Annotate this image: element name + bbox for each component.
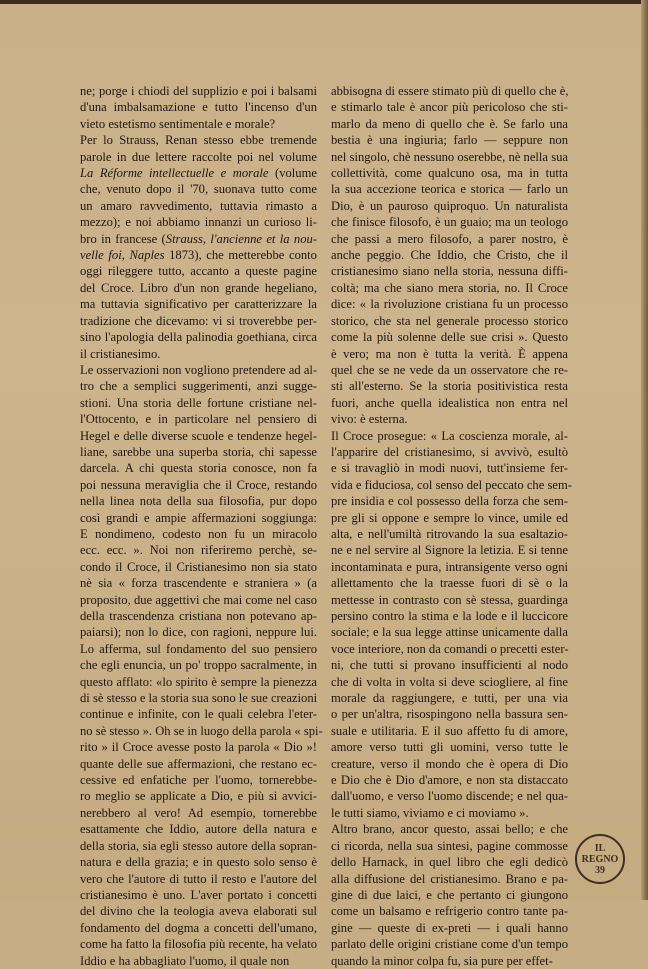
text-line: pre gli si oppone e sempre lo vince, umile ed — [331, 510, 568, 525]
text-line: sociale; e la sua legge attinse unicamente dalla — [331, 625, 568, 640]
text-line: stioni. Una storia delle fortune cristiane nel- — [80, 395, 317, 410]
text-line: collettività, come qualcuno osa, ma in tutta — [331, 166, 568, 181]
text-line: poi nessuna meraviglia che il Croce, restando — [80, 477, 317, 492]
text-line: Le osservazioni non vogliono pretendere ad al- — [80, 362, 318, 377]
text-segment: (volume — [268, 166, 317, 181]
text-line: ecc. ecc. ». Noi non riferiremo perchè, se- — [80, 543, 317, 558]
text-line: cristianesimo è uno. L'aver portato i concetti — [80, 887, 317, 902]
text-line: esattamente che Iddio, autore della natura e — [80, 822, 317, 837]
text-line: e si travagliò in modi nuovi, tutt'insieme fer- — [331, 461, 568, 476]
text-line: come la più solenne delle sue crisi ». Questo — [331, 330, 568, 345]
italic-title: Strauss, l'ancienne et la nou- — [165, 231, 318, 246]
text-line: della storia, sia egli stesso autore della sopran- — [80, 838, 317, 853]
left-text-column — [80, 83, 323, 969]
text-line: come un balsamo e refrigerio contro tante pa- — [331, 904, 568, 919]
text-line: Hegel e delle diverse scuole e tendenze hegel- — [80, 428, 317, 443]
text-line: Lo afferma, sul fondamento del suo pensiero — [80, 641, 317, 656]
text-line: tro che a semplici suggerimenti, anzi sugge- — [80, 379, 317, 394]
text-line: continue e infinite, con le quali celebra l'eter- — [80, 707, 317, 722]
text-line: che di volta in volta si deve sciogliere, al fine — [331, 674, 568, 689]
text-line: nella linea nota della sua filosofia, pur dopo — [80, 494, 317, 509]
text-line: bestia è una ingiuria; farlo — seppure non — [331, 133, 568, 148]
text-line: anche peggio. Che Iddio, che Cristo, che il — [331, 248, 568, 263]
text-line: nerebbero al vero! Ad esempio, tornerebbe — [80, 805, 317, 820]
text-line: gine di due laici, e che pertanto ci giungono — [331, 887, 568, 902]
text-line: Iddio e ha abbagliato l'uomo, il quale non — [80, 953, 290, 968]
text-line: gine — queste di ex-preti — i quali hanno — [331, 920, 568, 935]
text-line: un amaro ravvedimento, tuttavia rimasto a — [80, 198, 317, 213]
text-line: vivo: è esterna. — [331, 412, 408, 427]
text-line: ne e nel servire al Signore la letizia. E si tenne — [331, 543, 568, 558]
text-line: condo il Croce, il Cristianesimo non sia stato — [80, 559, 317, 574]
page-right-edge — [641, 0, 648, 900]
text-line: darcela. A chi questa storia conosce, non fa — [80, 461, 317, 476]
text-line: ma tuttavia significativo per caratterizzare la — [80, 297, 317, 312]
text-line — [80, 231, 317, 247]
text-line: fondamento del dogma a concetti dell'umano, — [80, 920, 317, 935]
text-line: è vero; ma non è tutta la verità. È appena — [331, 346, 568, 361]
text-line: mezzo); e noi abbiamo innanzi un curioso li- — [80, 215, 317, 230]
text-line: che passi a mero filosofo, a parer nostro, è — [331, 231, 568, 246]
italic-title: velle foi, Naples — [80, 248, 165, 263]
text-segment: bro in francese ( — [80, 231, 166, 246]
text-line: natura e della grazia; e in questo solo senso è — [80, 855, 317, 870]
text-line: dello Harnack, in quel libro che egli dedicò — [331, 855, 568, 870]
text-line: che egli enuncia, un po' troppo sacralmente, in — [80, 658, 317, 673]
text-line: cristianesimo siano nella storia, nessuna diffi- — [331, 264, 568, 279]
text-line: nel singolo, chè nessuno oserebbe, nè nella sua — [331, 149, 568, 164]
text-line: storico, che sta nel generale processo storico — [331, 313, 568, 328]
text-line: come ha fatto la filosofia più recente, ha velato — [80, 937, 317, 952]
text-line: d'una imbalsamazione e tutto l'incenso d'un — [80, 100, 317, 115]
text-line: allettamento che la traesse fuori di sè o la — [331, 576, 568, 591]
text-segment: 1873), che metterebbe conto — [164, 248, 317, 263]
text-line: oggi rileggere tutto, accanto a queste pagine — [80, 264, 317, 279]
text-line: alla diffusione del cristianesimo. Brano e pa- — [331, 871, 568, 886]
text-line: la sua accezione teorica e storica — farlo un — [331, 182, 568, 197]
text-line — [80, 247, 317, 263]
text-line: vieto estetismo sentimentale e morale? — [80, 116, 276, 131]
text-line: persino contro la stima e la lode e il luccicore — [331, 609, 568, 623]
text-line: e stimarlo tale è ancor più pericoloso che sti- — [331, 100, 568, 115]
text-line: nè sia « forza trascendente e straniera » (a — [80, 576, 317, 591]
text-line: quando la minor colpa fu, sia pure per effet- — [331, 953, 553, 968]
text-line: coltà; ma che siano mera storia, no. Il Croce — [331, 280, 568, 295]
text-line: o per un'altra, risospingono nella bassura sen- — [331, 707, 568, 722]
text-line: liane, sarebbe una superba storia, chi sapesse — [80, 444, 317, 459]
text-line: del divino che la teologia aveva elaborati sul — [80, 904, 317, 919]
text-line: sti all'esterno. Se la storia positivistica resta — [331, 379, 568, 394]
text-line: voce interiore, non da comandi o precetti ester- — [331, 641, 569, 656]
stamp-line-il: IL — [594, 842, 606, 854]
text-line: dice: « la rivoluzione cristiana fu un processo — [331, 297, 568, 312]
text-line: Il Croce prosegue: « La coscienza morale, al- — [331, 428, 568, 443]
text-line: Per lo Strauss, Renan stesso ebbe tremende — [80, 133, 317, 148]
text-line: ni, che tutti si provano insufficienti al nodo — [331, 658, 568, 673]
text-line: creature, verso il mondo che è opera di Dio — [331, 756, 568, 771]
text-line: paiarsi); non lo dice, con ragioni, neppure lui. — [80, 625, 317, 640]
text-line: del Croce. Libro d'un non grande hegeliano, — [80, 280, 317, 295]
text-line: che finisce filosofo, è un guaio; ma un teologo — [331, 215, 568, 230]
italic-title: La Réforme intellectuelle e morale — [80, 166, 269, 181]
text-line: amore verso tutti gli uomini, verso tutte le — [331, 740, 568, 755]
text-line: suale e utilitaria. E il suo affetto fu di amore, — [331, 723, 568, 738]
text-line: rito » il Croce avesse posto la parola « Dio »! — [80, 740, 317, 755]
text-line: E nondimeno, codesto non fu un miracolo — [80, 526, 317, 541]
text-line: le tutti siamo, viviamo e ci moviamo ». — [331, 805, 529, 820]
text-line: vero che l'autore di tutto il resto e l'autore del — [80, 871, 317, 886]
text-line: dall'uomo, e verso l'uomo discende; e nel qua- — [331, 789, 568, 804]
text-line: della trascendenza cristiana non potevano ap- — [80, 609, 317, 623]
right-text-column — [331, 83, 572, 969]
text-line: no sè stesso ». Oh se in luogo della parola « spi- — [80, 723, 323, 738]
text-line: alta, e nell'umiltà ritrovando la sua esaltazio- — [331, 526, 568, 541]
text-line: quante delle sue affermazioni, che restano ec- — [80, 756, 317, 771]
text-line: quel che se ne vede da un osservatore che re- — [331, 362, 568, 377]
text-line: questo afflato: «lo spirito è sempre la pienezza — [80, 674, 317, 689]
text-line: abbisogna di essere stimato più di quello che è, — [331, 84, 569, 98]
text-line: pre insidia e col possesso della forza che sem- — [331, 494, 568, 509]
text-line: che, venuto dopo il '70, suonava tutto come — [80, 182, 317, 197]
text-line: ci ricorda, nella sua sintesi, pagine commosse — [331, 838, 568, 853]
page-number: 39 — [595, 864, 605, 876]
text-line: fuori, anche quella idealistica non entra nel — [331, 395, 568, 410]
text-line: il cristianesimo. — [80, 346, 161, 361]
text-line: sino l'apologia della palinodia goethiana, circa — [80, 330, 317, 345]
text-line: parlato delle origini cristiane come d'un tempo — [331, 937, 568, 952]
text-line: vida e fiduciosa, col senso del peccato che sem- — [331, 477, 572, 492]
text-line: di sè stesso e la storia sua sono le sue creazioni — [80, 691, 318, 706]
text-line: marlo da meno di quello che è. Se farlo una — [331, 116, 568, 131]
text-line: Altro brano, ancor questo, assai bello; e che — [331, 822, 568, 837]
text-line: tradizione che dicevamo: vi si troverebbe per- — [80, 313, 317, 328]
text-line: ne; porge i chiodi del supplizio e poi i balsami — [80, 84, 317, 98]
text-line: proposito, due aggettivi che mai come nel caso — [80, 592, 317, 607]
publication-stamp — [575, 834, 625, 884]
text-line: incontaminata e pura, intransigente verso ogni — [331, 559, 568, 574]
stamp-line-regno: REGNO — [581, 853, 619, 865]
text-line: così grandi e ampie affermazioni soggiunga: — [80, 510, 317, 525]
text-line: mettesse in contrasto con sè stessa, guardinga — [331, 592, 568, 607]
text-line: Dio, è un pauroso quiproquo. Un naturalista — [331, 198, 568, 213]
text-line: l'Ottocento, e in particolare nel pensiero di — [80, 412, 317, 427]
page-top-edge — [0, 0, 648, 4]
text-line — [80, 165, 317, 181]
text-line: parole in due lettere raccolte poi nel volume — [80, 149, 317, 164]
text-line: ro meglio se applicate a Dio, e più si avvici- — [80, 789, 317, 804]
text-line: morale da raggiungere, e tutti, per una via — [331, 691, 568, 706]
text-line: e Dio che è Dio d'amore, e non sta distaccato — [331, 773, 568, 788]
text-line: cessive ed enfatiche per l'uomo, tornerebbe- — [80, 773, 317, 788]
text-line: l'apparire del cristianesimo, si avvivò, esultò — [331, 444, 568, 459]
